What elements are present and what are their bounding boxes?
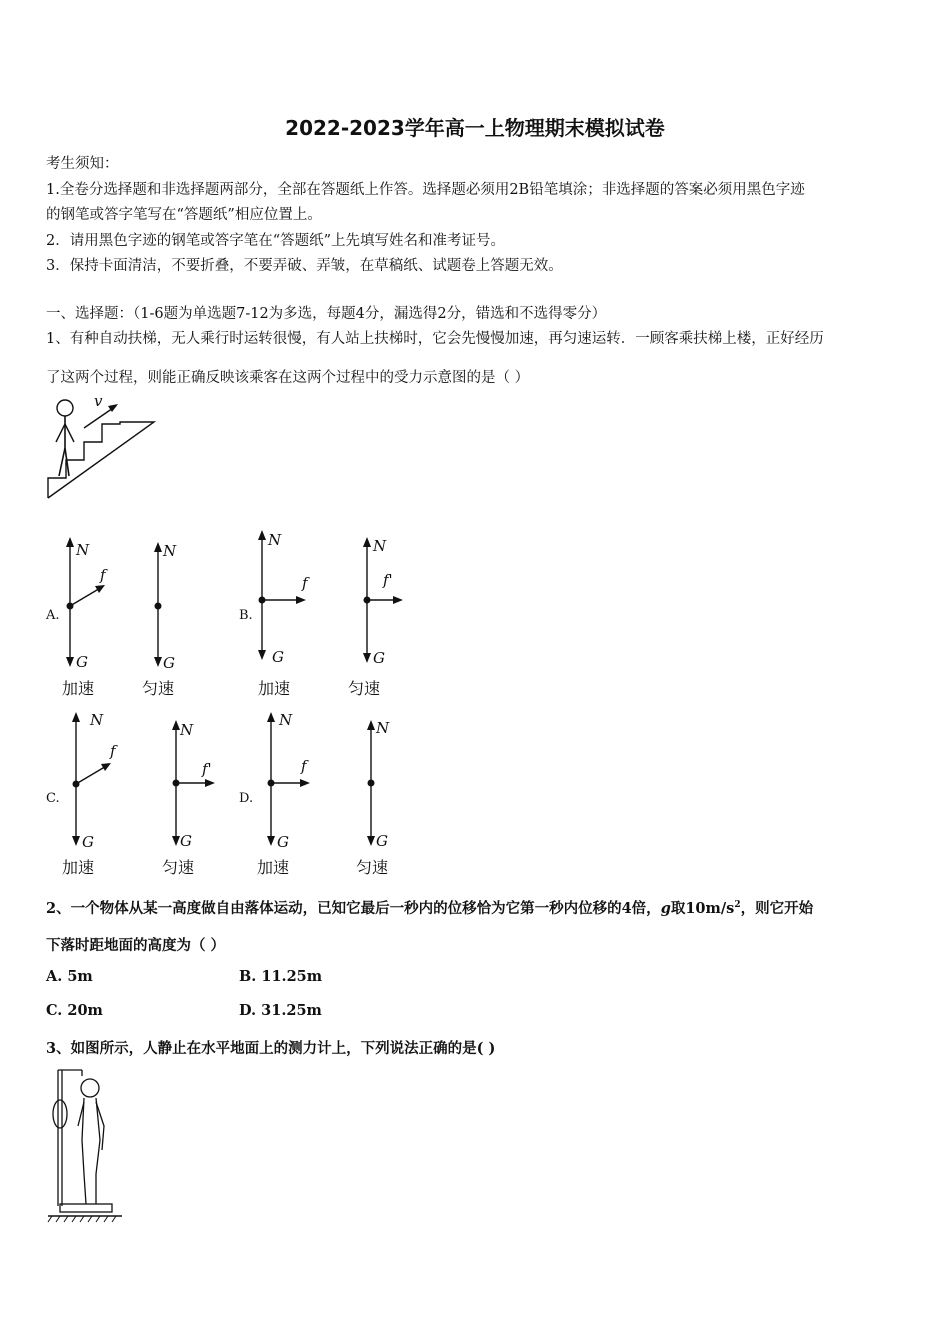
q1-line-1: 1、有种自动扶梯，无人乘行时运转很慢，有人站上扶梯时，它会先慢慢加速，再匀速运转．一顾客乘扶梯上楼，正好经历 xyxy=(46,331,824,347)
caption-accel: 加速 xyxy=(62,679,95,698)
option-b-label[interactable]: B. xyxy=(239,608,253,623)
n-label: N xyxy=(279,711,293,729)
escalator-figure xyxy=(44,392,164,502)
option-a-uniform-diagram xyxy=(146,540,186,670)
n-label: N xyxy=(376,719,390,737)
section-1-heading: 一、选择题：（1-6题为单选题7-12为多选，每题4分，漏选得2分，错选和不选得零分） xyxy=(46,306,607,322)
f-label: f xyxy=(110,742,116,760)
f-label: f xyxy=(301,757,307,775)
q1-line-2: 了这两个过程，则能正确反映该乘客在这两个过程中的受力示意图的是（ ） xyxy=(46,370,530,386)
notice-heading: 考生须知： xyxy=(46,156,119,172)
option-a-accel-diagram xyxy=(58,535,118,670)
n-label: N xyxy=(163,542,177,560)
f-label: f xyxy=(100,566,106,584)
g-label: G xyxy=(376,832,388,850)
caption-uniform: 匀速 xyxy=(348,679,381,698)
q2-option-a[interactable]: A. 5m xyxy=(46,968,93,985)
q2-option-d[interactable]: D. 31.25m xyxy=(239,1002,322,1019)
q2-line-1: 2、一个物体从某一高度做自由落体运动，已知它最后一秒内的位移恰为它第一秒内位移的4倍，g取$10m/s^2$，则它开始 xyxy=(46,900,814,917)
g-label: G xyxy=(82,833,94,851)
n-label: N xyxy=(268,531,282,549)
caption-accel: 加速 xyxy=(258,679,291,698)
n-label: N xyxy=(76,541,90,559)
notice-item-1-line-2: 的钢笔或答字笔写在“答题纸”相应位置上。 xyxy=(46,207,322,223)
q2-line-2: 下落时距地面的高度为（ ） xyxy=(46,937,226,954)
velocity-label: v xyxy=(94,392,103,410)
g-label: G xyxy=(76,653,88,671)
g-label: G xyxy=(180,832,192,850)
page-title: 2022-2023学年高一上物理期末模拟试卷 xyxy=(285,116,665,140)
option-d-accel-diagram xyxy=(259,710,329,850)
option-d-label[interactable]: D. xyxy=(239,791,254,806)
n-label: N xyxy=(180,721,194,739)
q2-option-c[interactable]: C. 20m xyxy=(46,1002,103,1019)
caption-uniform: 匀速 xyxy=(162,858,195,877)
option-b-accel-diagram xyxy=(250,528,320,666)
caption-accel: 加速 xyxy=(62,858,95,877)
notice-item-1-line-1: 1.全卷分选择题和非选择题两部分，全部在答题纸上作答。选择题必须用2B铅笔填涂；非选择题的答案必须用黑色字迹 xyxy=(46,182,805,198)
caption-uniform: 匀速 xyxy=(142,679,175,698)
scale-person-figure xyxy=(44,1066,134,1226)
n-label: N xyxy=(373,537,387,555)
f-label: f xyxy=(302,574,308,592)
notice-item-3: 3．保持卡面清洁，不要折叠，不要弄破、弄皱，在草稿纸、试题卷上答题无效。 xyxy=(46,258,563,274)
g-label: G xyxy=(163,654,175,672)
option-d-uniform-diagram xyxy=(359,718,409,850)
q3-line-1: 3、如图所示，人静止在水平地面上的测力计上，下列说法正确的是( ) xyxy=(46,1040,496,1057)
option-b-uniform-diagram xyxy=(355,535,415,665)
n-label: N xyxy=(90,711,104,729)
g-label: G xyxy=(277,833,289,851)
g-label: G xyxy=(272,648,284,666)
option-c-label[interactable]: C. xyxy=(46,791,60,806)
option-c-accel-diagram xyxy=(64,710,134,850)
g-label: G xyxy=(373,649,385,667)
f-prime-label: f' xyxy=(202,760,212,778)
caption-uniform: 匀速 xyxy=(356,858,389,877)
option-a-label[interactable]: A. xyxy=(46,608,60,623)
f-prime-label: f' xyxy=(383,571,393,589)
caption-accel: 加速 xyxy=(257,858,290,877)
option-c-uniform-diagram xyxy=(164,718,234,850)
notice-item-2: 2．请用黑色字迹的钢笔或答字笔在“答题纸”上先填写姓名和准考证号。 xyxy=(46,233,506,249)
q2-option-b[interactable]: B. 11.25m xyxy=(239,968,323,985)
